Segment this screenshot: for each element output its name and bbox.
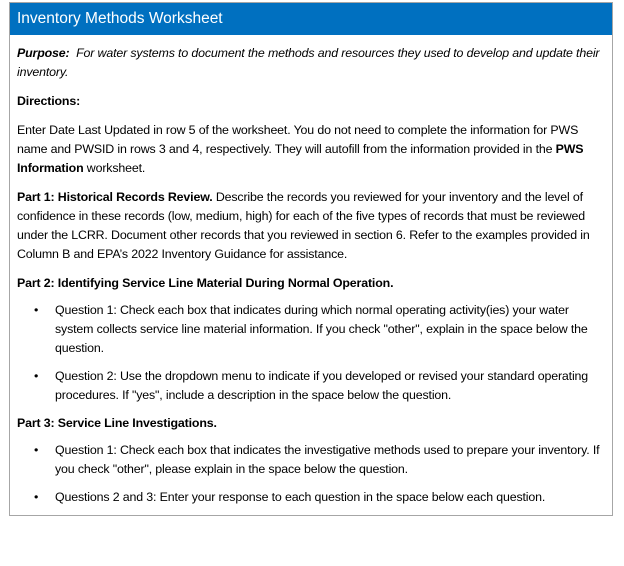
directions-text: [17, 121, 604, 178]
directions-text-2: worksheet.: [83, 161, 146, 175]
list-item: [17, 301, 604, 358]
bullet-icon: •: [34, 369, 39, 383]
list-item: [17, 488, 604, 507]
purpose-label: Purpose:: [17, 46, 70, 60]
worksheet-title: Inventory Methods Worksheet: [10, 3, 612, 35]
part3-question1: Question 1: Check each box that indicates the investigative methods used to prepare your inventory. If you check "other", please explain in the space below the question.: [55, 443, 600, 476]
list-item: [17, 367, 604, 405]
worksheet-instructions: [9, 2, 613, 516]
bullet-icon: •: [34, 443, 39, 457]
part3-heading: Part 3: Service Line Investigations.: [17, 416, 217, 430]
purpose-text: For water systems to document the methods and resources they used to develop and update their inventory.: [17, 46, 600, 79]
bullet-icon: •: [34, 303, 39, 317]
directions-text-1: Enter Date Last Updated in row 5 of the worksheet. You do not need to complete the information for PWS name and PWSID in rows 3 and 4, respectively. They will autofill from the information provided in the: [17, 123, 579, 156]
part1-heading: Part 1: Historical Records Review.: [17, 190, 213, 204]
part2-heading: Part 2: Identifying Service Line Material During Normal Operation.: [17, 276, 394, 290]
bullet-icon: •: [34, 490, 39, 504]
pws-information-ref: PWS Information: [17, 142, 584, 175]
part3-questions2-3: Questions 2 and 3: Enter your response to each question in the space below each question.: [55, 490, 546, 504]
directions-heading: Directions:: [17, 94, 81, 108]
purpose: [17, 44, 604, 82]
part1: [17, 188, 604, 264]
part2-question2: Question 2: Use the dropdown menu to indicate if you developed or revised your standard operating procedures. If "yes", include a description in the space below the question.: [55, 369, 589, 402]
part1-text: Describe the records you reviewed for your inventory and the level of confidence in these records (low, medium, high) for each of the five types of records that must be reviewed under the LCRR. Document other records that you reviewed in section 6. Refer to the examples provided in Column B and EPA’s 2022 Inventory Guidance for assistance.: [17, 190, 590, 261]
part2-list: [17, 301, 604, 405]
part3-list: [17, 441, 604, 507]
list-item: [17, 441, 604, 479]
part2-question1: Question 1: Check each box that indicates during which normal operating activity(ies) your water system collects service line material information. If you check "other", explain in the space below the question.: [55, 303, 588, 355]
